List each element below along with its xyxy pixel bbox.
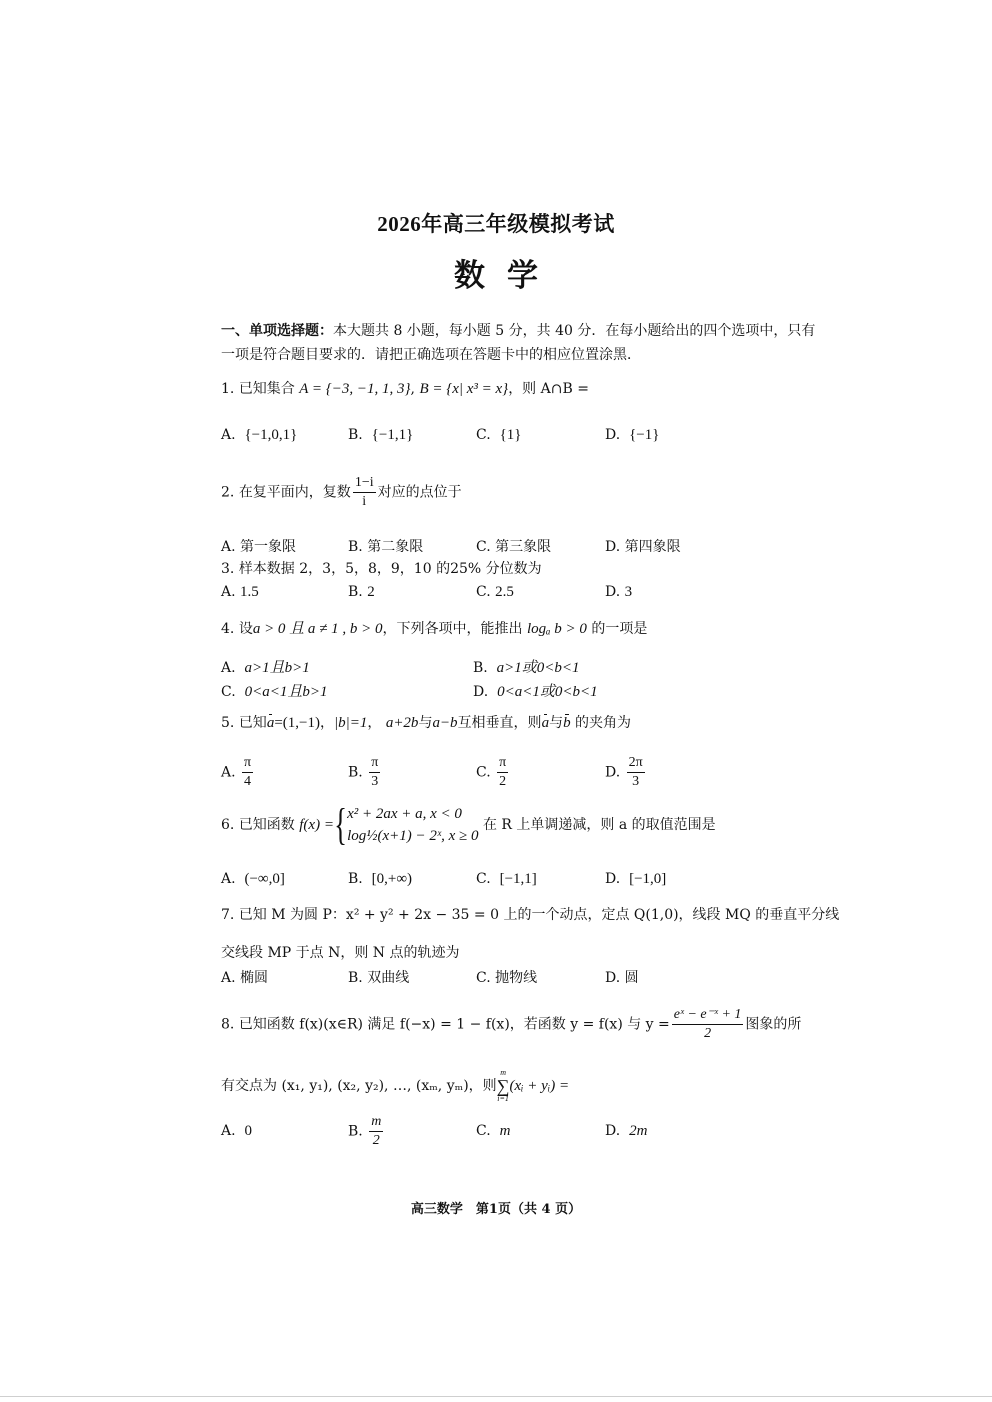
- question-3-option-d[interactable]: D. 3: [605, 584, 633, 600]
- question-6-option-b[interactable]: B. [0,+∞): [348, 871, 413, 887]
- section-instructions-line2: 一项是符合题目要求的．请把正确选项在答题卡中的相应位置涂黑．: [221, 347, 641, 363]
- question-1-option-d[interactable]: D. {−1}: [605, 427, 660, 443]
- question-4-option-c[interactable]: C. 0<a<1且b>1: [221, 684, 328, 700]
- exp-fraction: $\frac{\text{eˣ − e⁻ˣ + 1}}{2}$: [673, 1007, 742, 1041]
- question-5-option-d[interactable]: D. $\frac{2\pi}{3}$: [605, 755, 643, 789]
- question-7-option-b[interactable]: B. 双曲线: [348, 970, 410, 986]
- question-8-stem-line1: 8. 已知函数 f(x)(x∈R) 满足 f(−x) = 1 − f(x)，若函数 y = f(x) 与 y = $\frac{\text{eˣ − e⁻ˣ + 1}}{2}$ 图象的所: [221, 1007, 802, 1041]
- question-5-stem: 5. 已知a=(1,−1)，|b|=1， a+2b与a−b互相垂直，则a与b 的夹角为: [221, 715, 632, 731]
- question-2-option-c[interactable]: C. 第三象限: [476, 539, 552, 555]
- question-8-option-b[interactable]: B. $\frac{m}{2}$: [348, 1114, 382, 1148]
- question-6-option-d[interactable]: D. [−1,0]: [605, 871, 667, 887]
- vector-a: a: [266, 715, 275, 731]
- question-6-stem: 6. 已知函数 f(x) ={ x² + 2ax + a, x < 0 log½(x+1) − 2ˣ, x ≥ 0 在 R 上单调递减，则 a 的取值范围是: [221, 800, 716, 849]
- question-1-stem: 1. 已知集合 A = {−3, −1, 1, 3}, B = {x| x³ = x}，则 A∩B =: [221, 381, 589, 397]
- question-4-stem: 4. 设a > 0 且 a ≠ 1 , b > 0，下列各项中，能推出 logₐ b > 0 的一项是: [221, 621, 648, 637]
- section-instructions-line1: 一、单项选择题：本大题共 8 小题，每小题 5 分，共 40 分．在每小题给出的四个选项中，只有: [221, 323, 816, 339]
- question-8-option-d[interactable]: D. 2m: [605, 1123, 648, 1139]
- question-5-option-b[interactable]: B. $\frac{\pi}{3}$: [348, 755, 379, 789]
- exam-title: 2026年高三年级模拟考试: [377, 212, 615, 236]
- question-5-option-a[interactable]: A. $\frac{\pi}{4}$: [221, 755, 252, 789]
- question-6-option-a[interactable]: A. (−∞,0]: [221, 871, 285, 887]
- complex-fraction: $\frac{1-i}{i}$: [354, 475, 374, 509]
- question-4-option-d[interactable]: D. 0<a<1或0<b<1: [473, 684, 598, 700]
- page-footer: 高三数学 第1页（共 4 页）: [410, 1202, 582, 1217]
- question-7-option-a[interactable]: A. 椭圆: [221, 970, 269, 986]
- question-2-option-d[interactable]: D. 第四象限: [605, 539, 681, 555]
- question-3-option-c[interactable]: C. 2.5: [476, 584, 514, 600]
- question-8-option-a[interactable]: A. 0: [221, 1123, 252, 1139]
- question-1-option-a[interactable]: A. {−1,0,1}: [221, 427, 298, 443]
- piecewise-brace: {: [334, 800, 347, 849]
- question-8-stem-line2: 有交点为 (x₁, y₁), (x₂, y₂), …, (xₘ, yₘ)，则 m ∑ i=1 (xᵢ + yᵢ) =: [221, 1068, 570, 1103]
- question-2-stem: 2. 在复平面内，复数 $\frac{1-i}{i}$ 对应的点位于: [221, 475, 462, 509]
- question-1-option-b[interactable]: B. {−1,1}: [348, 427, 414, 443]
- page-bottom-divider: [0, 1396, 992, 1397]
- question-7-option-c[interactable]: C. 抛物线: [476, 970, 538, 986]
- question-7-stem-line1: 7. 已知 M 为圆 P：x² + y² + 2x − 35 = 0 上的一个动点，定点 Q(1,0)，线段 MQ 的垂直平分线: [221, 907, 840, 923]
- question-3-stem: 3. 样本数据 2，3，5，8，9，10 的25% 分位数为: [221, 561, 542, 577]
- question-4-option-a[interactable]: A. a>1且b>1: [221, 660, 310, 676]
- question-3-option-a[interactable]: A. 1.5: [221, 584, 259, 600]
- question-7-stem-line2: 交线段 MP 于点 N，则 N 点的轨迹为: [221, 945, 460, 961]
- question-4-option-b[interactable]: B. a>1或0<b<1: [473, 660, 580, 676]
- summation-symbol: m ∑ i=1: [496, 1068, 510, 1103]
- subject-title: 数学: [454, 258, 560, 294]
- question-2-option-b[interactable]: B. 第二象限: [348, 539, 424, 555]
- question-5-option-c[interactable]: C. $\frac{\pi}{2}$: [476, 755, 507, 789]
- question-3-option-b[interactable]: B. 2: [348, 584, 375, 600]
- question-8-option-c[interactable]: C. m: [476, 1123, 511, 1139]
- piecewise-cases: x² + 2ax + a, x < 0 log½(x+1) − 2ˣ, x ≥ 0: [347, 806, 479, 844]
- question-7-option-d[interactable]: D. 圆: [605, 970, 639, 986]
- question-6-option-c[interactable]: C. [−1,1]: [476, 871, 537, 887]
- section-heading: 一、单项选择题：: [221, 323, 333, 339]
- question-2-option-a[interactable]: A. 第一象限: [221, 539, 297, 555]
- question-1-option-c[interactable]: C. {1}: [476, 427, 522, 443]
